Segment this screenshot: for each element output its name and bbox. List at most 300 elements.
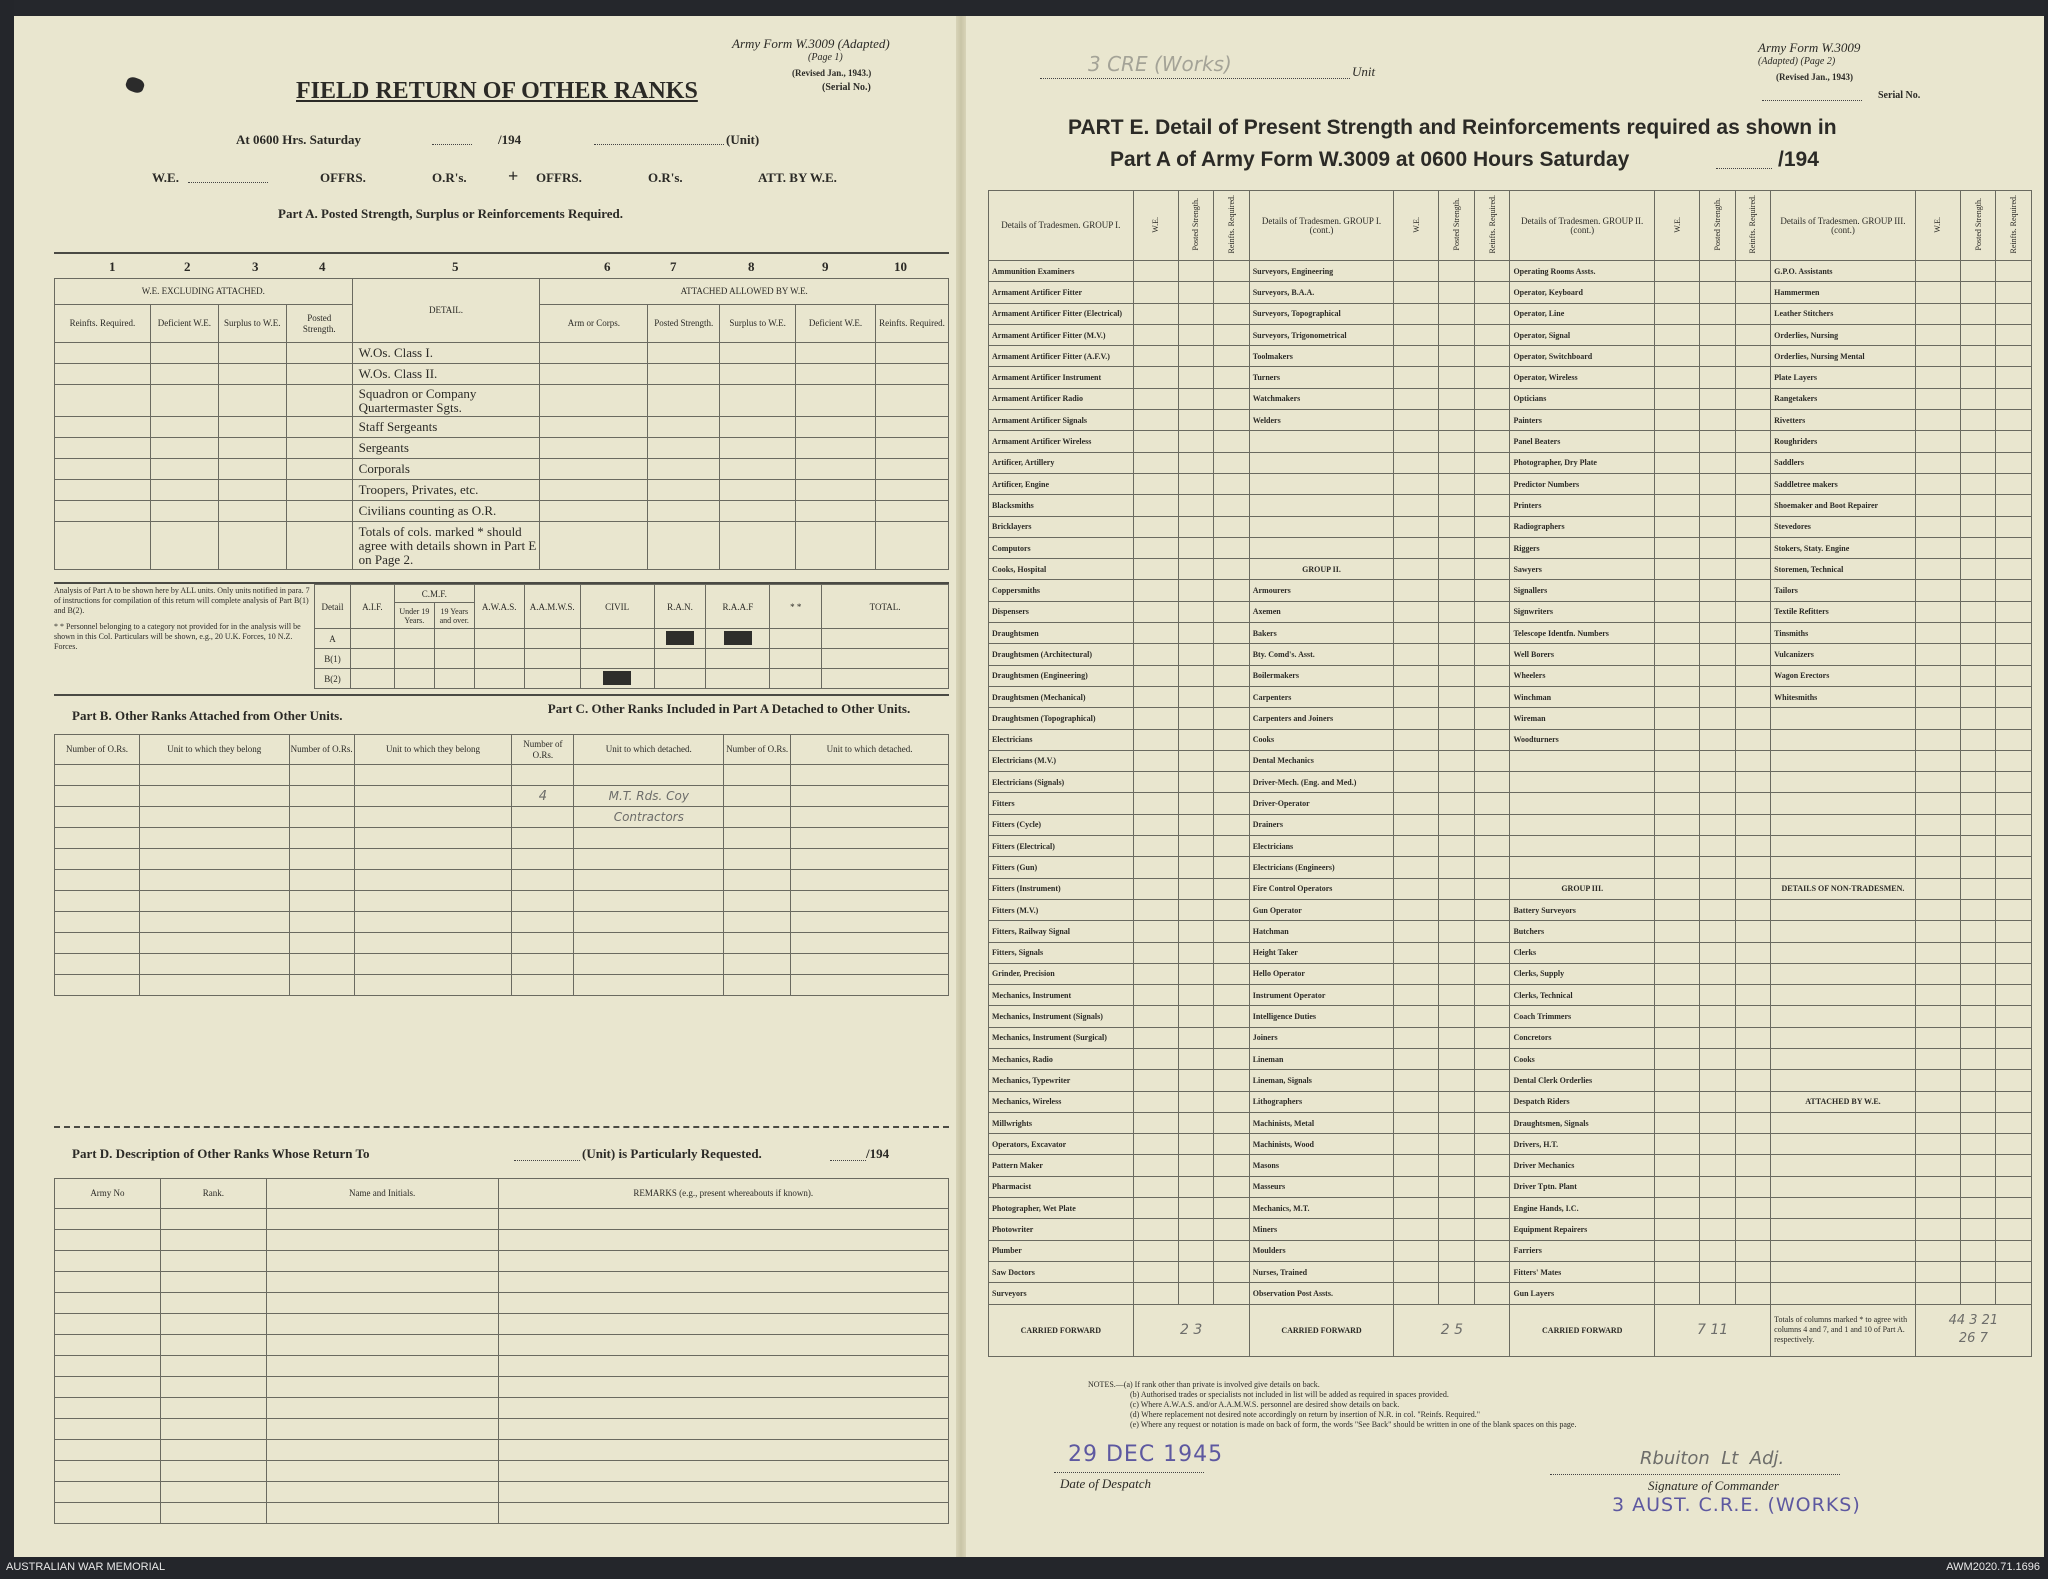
entry-cell[interactable] [1996,388,2032,409]
entry-cell[interactable] [1214,282,1250,303]
entry-cell[interactable] [1700,921,1736,942]
entry-cell[interactable] [1996,1027,2032,1048]
entry-cell[interactable] [1214,261,1250,282]
entry-cell[interactable] [1133,836,1178,857]
entry-cell[interactable] [1394,324,1439,345]
entry-cell[interactable] [1960,1176,1996,1197]
entry-cell[interactable] [1178,985,1214,1006]
entry-cell[interactable] [1996,261,2032,282]
entry-cell[interactable] [1178,1048,1214,1069]
entry-cell[interactable] [1394,1283,1439,1304]
entry-cell[interactable] [1655,772,1700,793]
entry-cell[interactable] [1439,644,1475,665]
entry-cell[interactable] [1474,431,1510,452]
entry-cell[interactable] [1178,559,1214,580]
entry-cell[interactable] [1735,921,1771,942]
entry-cell[interactable] [1960,963,1996,984]
entry-cell[interactable] [1915,1134,1960,1155]
entry-cell[interactable] [1178,899,1214,920]
entry-cell[interactable] [1960,1198,1996,1219]
entry-cell[interactable] [1133,1048,1178,1069]
entry-cell[interactable] [1394,452,1439,473]
entry-cell[interactable] [1735,473,1771,494]
entry-cell[interactable] [1700,1112,1736,1133]
entry-cell[interactable] [1700,1283,1736,1304]
entry-cell[interactable] [1700,410,1736,431]
entry-cell[interactable] [1960,814,1996,835]
entry-cell[interactable] [1474,324,1510,345]
entry-cell[interactable] [1700,559,1736,580]
entry-cell[interactable] [1474,772,1510,793]
entry-cell[interactable] [1735,452,1771,473]
entry-cell[interactable] [1394,282,1439,303]
entry-cell[interactable] [1960,1112,1996,1133]
entry-cell[interactable] [1915,985,1960,1006]
entry-cell[interactable] [1735,1048,1771,1069]
entry-cell[interactable] [1214,963,1250,984]
entry-cell[interactable] [1655,1198,1700,1219]
entry-cell[interactable] [1700,963,1736,984]
entry-cell[interactable] [1178,303,1214,324]
entry-cell[interactable] [1439,559,1475,580]
entry-cell[interactable] [1178,686,1214,707]
entry-cell[interactable] [1996,495,2032,516]
entry-cell[interactable] [1960,1283,1996,1304]
entry-cell[interactable] [1700,473,1736,494]
entry-cell[interactable] [1996,942,2032,963]
entry-cell[interactable] [1996,346,2032,367]
entry-cell[interactable] [1394,1112,1439,1133]
entry-cell[interactable] [1960,1091,1996,1112]
entry-cell[interactable] [1915,559,1960,580]
entry-cell[interactable] [1474,878,1510,899]
entry-cell[interactable] [1700,388,1736,409]
entry-cell[interactable] [1700,282,1736,303]
entry-cell[interactable] [1655,1176,1700,1197]
entry-cell[interactable] [1439,878,1475,899]
entry-cell[interactable] [1655,410,1700,431]
entry-cell[interactable] [1655,1048,1700,1069]
entry-cell[interactable] [1474,537,1510,558]
entry-cell[interactable] [1178,452,1214,473]
entry-cell[interactable] [1996,580,2032,601]
entry-cell[interactable] [1655,623,1700,644]
entry-cell[interactable] [1178,601,1214,622]
entry-cell[interactable] [1655,580,1700,601]
entry-cell[interactable] [1439,473,1475,494]
entry-cell[interactable] [1915,303,1960,324]
entry-cell[interactable] [1655,367,1700,388]
entry-cell[interactable] [1915,388,1960,409]
entry-cell[interactable] [1133,261,1178,282]
entry-cell[interactable] [1133,878,1178,899]
entry-cell[interactable] [1915,324,1960,345]
entry-cell[interactable] [1915,623,1960,644]
entry-cell[interactable] [1474,1219,1510,1240]
entry-cell[interactable] [1439,1134,1475,1155]
entry-cell[interactable] [1915,452,1960,473]
entry-cell[interactable] [1655,1261,1700,1282]
entry-cell[interactable] [1214,729,1250,750]
entry-cell[interactable] [1394,1155,1439,1176]
entry-cell[interactable] [1915,1048,1960,1069]
entry-cell[interactable] [1133,857,1178,878]
entry-cell[interactable] [1735,367,1771,388]
entry-cell[interactable] [1214,985,1250,1006]
entry-cell[interactable] [1735,708,1771,729]
entry-cell[interactable] [1996,963,2032,984]
entry-cell[interactable] [1700,942,1736,963]
entry-cell[interactable] [1178,729,1214,750]
entry-cell[interactable] [1394,1134,1439,1155]
entry-cell[interactable] [1133,452,1178,473]
entry-cell[interactable] [1394,750,1439,771]
entry-cell[interactable] [1474,1155,1510,1176]
entry-cell[interactable] [1960,1155,1996,1176]
entry-cell[interactable] [1655,1112,1700,1133]
entry-cell[interactable] [1214,644,1250,665]
entry-cell[interactable] [1700,1261,1736,1282]
entry-cell[interactable] [1996,601,2032,622]
entry-cell[interactable] [1655,1155,1700,1176]
entry-cell[interactable] [1178,623,1214,644]
entry-cell[interactable] [1915,750,1960,771]
entry-cell[interactable] [1178,1176,1214,1197]
entry-cell[interactable] [1394,836,1439,857]
entry-cell[interactable] [1700,1176,1736,1197]
entry-cell[interactable] [1214,537,1250,558]
entry-cell[interactable] [1474,623,1510,644]
entry-cell[interactable] [1996,1198,2032,1219]
entry-cell[interactable] [1178,793,1214,814]
entry-cell[interactable] [1735,559,1771,580]
entry-cell[interactable] [1960,516,1996,537]
entry-cell[interactable] [1394,346,1439,367]
entry-cell[interactable] [1214,303,1250,324]
entry-cell[interactable] [1996,431,2032,452]
entry-cell[interactable] [1996,1261,2032,1282]
entry-cell[interactable] [1474,1112,1510,1133]
entry-cell[interactable] [1439,1261,1475,1282]
entry-cell[interactable] [1394,1176,1439,1197]
entry-cell[interactable] [1133,473,1178,494]
entry-cell[interactable] [1960,388,1996,409]
entry-cell[interactable] [1133,665,1178,686]
entry-cell[interactable] [1700,814,1736,835]
entry-cell[interactable] [1915,1091,1960,1112]
entry-cell[interactable] [1133,729,1178,750]
entry-cell[interactable] [1996,367,2032,388]
entry-cell[interactable] [1996,303,2032,324]
entry-cell[interactable] [1133,1240,1178,1261]
entry-cell[interactable] [1735,1112,1771,1133]
entry-cell[interactable] [1700,537,1736,558]
entry-cell[interactable] [1960,367,1996,388]
entry-cell[interactable] [1178,750,1214,771]
entry-cell[interactable] [1133,963,1178,984]
entry-cell[interactable] [1655,346,1700,367]
entry-cell[interactable] [1214,1219,1250,1240]
entry-cell[interactable] [1915,601,1960,622]
entry-cell[interactable] [1735,836,1771,857]
entry-cell[interactable] [1133,388,1178,409]
entry-cell[interactable] [1133,431,1178,452]
entry-cell[interactable] [1439,580,1475,601]
entry-cell[interactable] [1960,1240,1996,1261]
entry-cell[interactable] [1474,580,1510,601]
entry-cell[interactable] [1960,261,1996,282]
entry-cell[interactable] [1474,729,1510,750]
entry-cell[interactable] [1700,878,1736,899]
entry-cell[interactable] [1700,1006,1736,1027]
entry-cell[interactable] [1735,261,1771,282]
entry-cell[interactable] [1439,516,1475,537]
entry-cell[interactable] [1996,857,2032,878]
entry-cell[interactable] [1394,388,1439,409]
entry-cell[interactable] [1700,899,1736,920]
entry-cell[interactable] [1474,1176,1510,1197]
entry-cell[interactable] [1439,1091,1475,1112]
entry-cell[interactable] [1474,516,1510,537]
entry-cell[interactable] [1915,346,1960,367]
entry-cell[interactable] [1700,1048,1736,1069]
entry-cell[interactable] [1996,1006,2032,1027]
entry-cell[interactable] [1394,899,1439,920]
entry-cell[interactable] [1735,1283,1771,1304]
entry-cell[interactable] [1996,1070,2032,1091]
entry-cell[interactable] [1735,963,1771,984]
entry-cell[interactable] [1996,1219,2032,1240]
entry-cell[interactable] [1960,985,1996,1006]
entry-cell[interactable] [1214,857,1250,878]
entry-cell[interactable] [1915,1112,1960,1133]
entry-cell[interactable] [1394,878,1439,899]
entry-cell[interactable] [1915,367,1960,388]
entry-cell[interactable] [1394,410,1439,431]
entry-cell[interactable] [1996,473,2032,494]
entry-cell[interactable] [1655,261,1700,282]
entry-cell[interactable] [1735,899,1771,920]
entry-cell[interactable] [1700,452,1736,473]
entry-cell[interactable] [1915,899,1960,920]
entry-cell[interactable] [1474,793,1510,814]
entry-cell[interactable] [1996,623,2032,644]
entry-cell[interactable] [1960,686,1996,707]
entry-cell[interactable] [1214,814,1250,835]
entry-cell[interactable] [1735,814,1771,835]
entry-cell[interactable] [1915,963,1960,984]
entry-cell[interactable] [1735,431,1771,452]
entry-cell[interactable] [1655,537,1700,558]
entry-cell[interactable] [1996,1176,2032,1197]
entry-cell[interactable] [1915,1240,1960,1261]
entry-cell[interactable] [1996,750,2032,771]
entry-cell[interactable] [1394,367,1439,388]
entry-cell[interactable] [1214,1283,1250,1304]
entry-cell[interactable] [1178,1006,1214,1027]
entry-cell[interactable] [1133,495,1178,516]
entry-cell[interactable] [1394,1070,1439,1091]
entry-cell[interactable] [1735,580,1771,601]
entry-cell[interactable] [1996,665,2032,686]
entry-cell[interactable] [1394,495,1439,516]
entry-cell[interactable] [1996,1155,2032,1176]
entry-cell[interactable] [1439,1112,1475,1133]
entry-cell[interactable] [1178,1261,1214,1282]
entry-cell[interactable] [1735,942,1771,963]
entry-cell[interactable] [1474,473,1510,494]
entry-cell[interactable] [1439,261,1475,282]
entry-cell[interactable] [1996,452,2032,473]
entry-cell[interactable] [1735,623,1771,644]
entry-cell[interactable] [1735,686,1771,707]
entry-cell[interactable] [1474,1283,1510,1304]
entry-cell[interactable] [1915,1070,1960,1091]
entry-cell[interactable] [1133,1027,1178,1048]
entry-cell[interactable] [1700,261,1736,282]
entry-cell[interactable] [1474,452,1510,473]
entry-cell[interactable] [1996,772,2032,793]
entry-cell[interactable] [1960,750,1996,771]
entry-cell[interactable] [1700,857,1736,878]
entry-cell[interactable] [1214,665,1250,686]
entry-cell[interactable] [1178,473,1214,494]
entry-cell[interactable] [1735,410,1771,431]
entry-cell[interactable] [1474,388,1510,409]
entry-cell[interactable] [1735,1027,1771,1048]
entry-cell[interactable] [1133,303,1178,324]
entry-cell[interactable] [1960,346,1996,367]
entry-cell[interactable] [1700,1155,1736,1176]
entry-cell[interactable] [1655,473,1700,494]
entry-cell[interactable] [1700,1027,1736,1048]
entry-cell[interactable] [1474,601,1510,622]
entry-cell[interactable] [1655,431,1700,452]
entry-cell[interactable] [1996,836,2032,857]
entry-cell[interactable] [1474,1261,1510,1282]
entry-cell[interactable] [1439,367,1475,388]
entry-cell[interactable] [1655,303,1700,324]
entry-cell[interactable] [1996,793,2032,814]
entry-cell[interactable] [1178,1091,1214,1112]
entry-cell[interactable] [1439,921,1475,942]
entry-cell[interactable] [1655,516,1700,537]
entry-cell[interactable] [1735,750,1771,771]
entry-cell[interactable] [1133,537,1178,558]
entry-cell[interactable] [1178,1240,1214,1261]
entry-cell[interactable] [1214,452,1250,473]
entry-cell[interactable] [1655,857,1700,878]
entry-cell[interactable] [1735,1134,1771,1155]
entry-cell[interactable] [1735,1261,1771,1282]
entry-cell[interactable] [1915,1198,1960,1219]
entry-cell[interactable] [1439,452,1475,473]
entry-cell[interactable] [1178,516,1214,537]
entry-cell[interactable] [1133,1155,1178,1176]
entry-cell[interactable] [1996,1091,2032,1112]
entry-cell[interactable] [1439,303,1475,324]
entry-cell[interactable] [1474,665,1510,686]
entry-cell[interactable] [1735,346,1771,367]
entry-cell[interactable] [1700,303,1736,324]
entry-cell[interactable] [1960,772,1996,793]
entry-cell[interactable] [1915,729,1960,750]
entry-cell[interactable] [1960,644,1996,665]
entry-cell[interactable] [1439,899,1475,920]
entry-cell[interactable] [1960,410,1996,431]
entry-cell[interactable] [1439,1240,1475,1261]
entry-cell[interactable] [1439,985,1475,1006]
entry-cell[interactable] [1394,708,1439,729]
entry-cell[interactable] [1915,431,1960,452]
entry-cell[interactable] [1915,772,1960,793]
entry-cell[interactable] [1133,1283,1178,1304]
entry-cell[interactable] [1133,282,1178,303]
entry-cell[interactable] [1439,388,1475,409]
entry-cell[interactable] [1214,1176,1250,1197]
entry-cell[interactable] [1474,410,1510,431]
entry-cell[interactable] [1178,644,1214,665]
entry-cell[interactable] [1133,814,1178,835]
entry-cell[interactable] [1474,282,1510,303]
entry-cell[interactable] [1655,899,1700,920]
entry-cell[interactable] [1133,601,1178,622]
entry-cell[interactable] [1439,1283,1475,1304]
entry-cell[interactable] [1214,388,1250,409]
entry-cell[interactable] [1178,878,1214,899]
entry-cell[interactable] [1439,1219,1475,1240]
entry-cell[interactable] [1178,708,1214,729]
entry-cell[interactable] [1214,1006,1250,1027]
entry-cell[interactable] [1655,601,1700,622]
entry-cell[interactable] [1439,410,1475,431]
entry-cell[interactable] [1474,1048,1510,1069]
entry-cell[interactable] [1439,814,1475,835]
entry-cell[interactable] [1474,367,1510,388]
entry-cell[interactable] [1960,857,1996,878]
entry-cell[interactable] [1214,1134,1250,1155]
entry-cell[interactable] [1133,1091,1178,1112]
entry-cell[interactable] [1474,1006,1510,1027]
entry-cell[interactable] [1915,644,1960,665]
entry-cell[interactable] [1133,1219,1178,1240]
entry-cell[interactable] [1394,1261,1439,1282]
entry-cell[interactable] [1915,921,1960,942]
entry-cell[interactable] [1178,836,1214,857]
entry-cell[interactable] [1960,580,1996,601]
entry-cell[interactable] [1214,686,1250,707]
entry-cell[interactable] [1178,495,1214,516]
entry-cell[interactable] [1700,367,1736,388]
entry-cell[interactable] [1700,836,1736,857]
entry-cell[interactable] [1133,985,1178,1006]
entry-cell[interactable] [1133,559,1178,580]
entry-cell[interactable] [1915,665,1960,686]
entry-cell[interactable] [1960,473,1996,494]
entry-cell[interactable] [1915,261,1960,282]
entry-cell[interactable] [1700,708,1736,729]
entry-cell[interactable] [1700,495,1736,516]
entry-cell[interactable] [1655,921,1700,942]
entry-cell[interactable] [1214,410,1250,431]
entry-cell[interactable] [1474,1070,1510,1091]
entry-cell[interactable] [1915,282,1960,303]
entry-cell[interactable] [1996,1283,2032,1304]
entry-cell[interactable] [1394,1027,1439,1048]
entry-cell[interactable] [1915,580,1960,601]
entry-cell[interactable] [1700,1219,1736,1240]
entry-cell[interactable] [1960,793,1996,814]
